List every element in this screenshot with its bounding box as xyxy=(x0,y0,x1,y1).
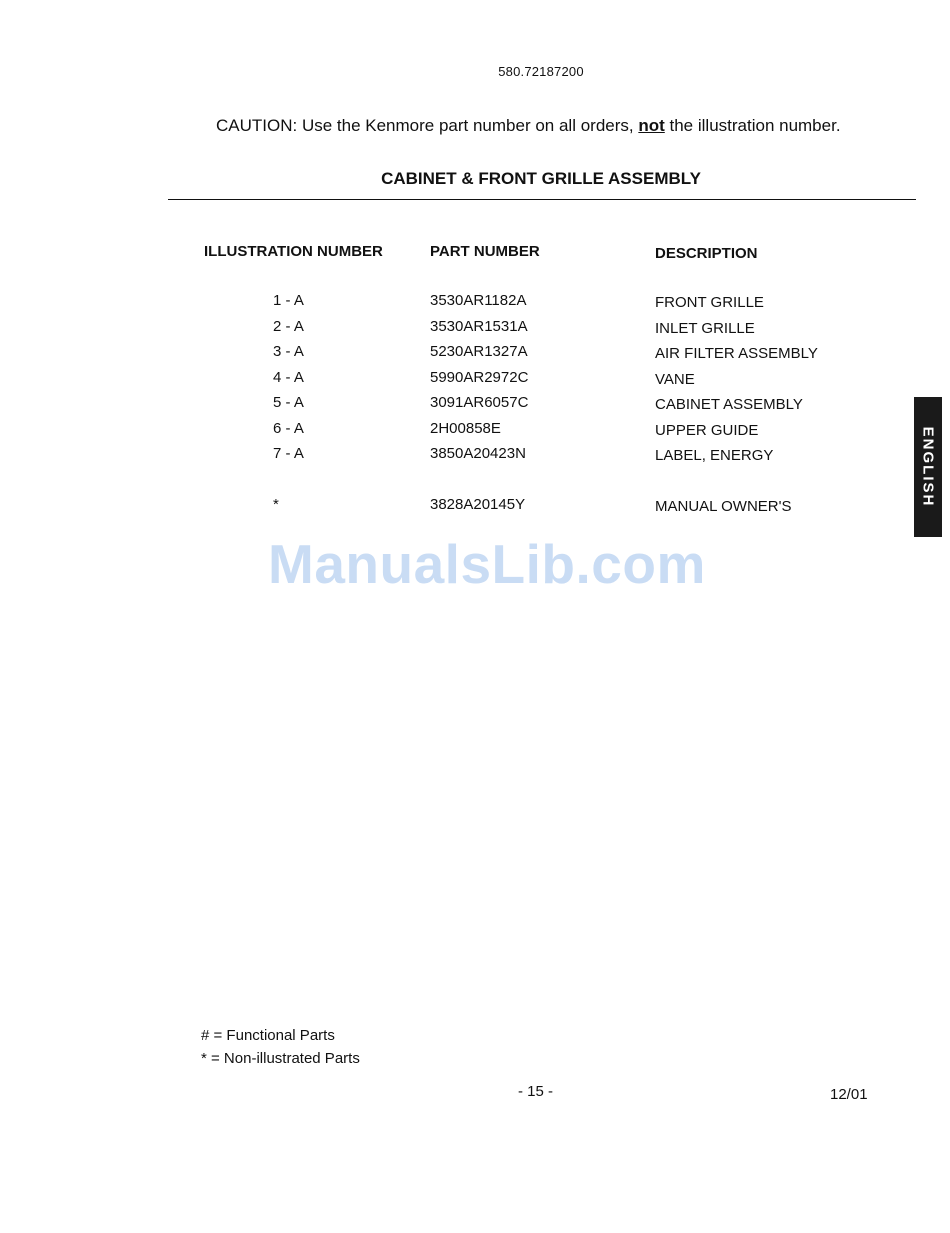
section-title: CABINET & FRONT GRILLE ASSEMBLY xyxy=(381,169,701,188)
part-number: 2H00858E xyxy=(430,419,501,437)
model-number: 580.72187200 xyxy=(498,64,584,79)
part-number: 3091AR6057C xyxy=(430,394,529,411)
illustration-number: 7 - A xyxy=(273,445,304,462)
part-number: 3530AR1531A xyxy=(430,317,528,335)
part-number: 5230AR1327A xyxy=(430,343,528,360)
part-number: 3828A20145Y xyxy=(430,495,526,513)
part-description: VANE xyxy=(655,370,695,388)
date-code: 12/01 xyxy=(830,1086,868,1103)
part-description: CABINET ASSEMBLY xyxy=(655,396,803,413)
caution-prefix: CAUTION: Use the Kenmore part number on all orders, xyxy=(216,116,639,135)
illustration-number: 1 - A xyxy=(273,292,304,309)
part-description: INLET GRILLE xyxy=(655,319,755,337)
part-description: AIR FILTER ASSEMBLY xyxy=(655,345,818,362)
parts-table xyxy=(0,292,950,521)
caution-suffix: the illustration number. xyxy=(664,116,841,135)
part-description: FRONT GRILLE xyxy=(655,294,764,311)
part-number: 5990AR2972C xyxy=(430,368,529,386)
watermark: ManualsLib.com xyxy=(268,533,706,595)
caution-emphasis: not xyxy=(638,116,665,135)
table-row xyxy=(0,394,950,420)
part-description: MANUAL OWNER'S xyxy=(655,497,792,515)
caution-note xyxy=(216,116,841,136)
part-number: 3530AR1182A xyxy=(430,292,527,309)
language-tab-label: ENGLISH xyxy=(919,426,937,508)
language-tab xyxy=(914,397,942,537)
part-number: 3850A20423N xyxy=(430,445,526,462)
illustration-number: 2 - A xyxy=(273,317,304,335)
part-description: LABEL, ENERGY xyxy=(655,447,774,464)
table-row xyxy=(0,496,950,522)
column-header-description: DESCRIPTION xyxy=(655,245,758,262)
table-row xyxy=(0,343,950,369)
illustration-number: 3 - A xyxy=(273,343,304,360)
table-row xyxy=(0,445,950,471)
legend-functional-parts: # = Functional Parts xyxy=(201,1027,335,1044)
part-description: UPPER GUIDE xyxy=(655,421,759,439)
column-header-part-number: PART NUMBER xyxy=(430,243,540,260)
table-row xyxy=(0,318,950,344)
illustration-number: * xyxy=(273,495,279,513)
column-header-illustration: ILLUSTRATION NUMBER xyxy=(204,243,383,260)
table-row xyxy=(0,420,950,446)
section-divider xyxy=(168,199,916,200)
page-number: - 15 - xyxy=(518,1083,554,1100)
table-row xyxy=(0,292,950,318)
illustration-number: 4 - A xyxy=(273,368,304,386)
table-row xyxy=(0,369,950,395)
legend-non-illustrated-parts: * = Non-illustrated Parts xyxy=(201,1050,360,1067)
illustration-number: 5 - A xyxy=(273,394,304,411)
illustration-number: 6 - A xyxy=(273,419,304,437)
